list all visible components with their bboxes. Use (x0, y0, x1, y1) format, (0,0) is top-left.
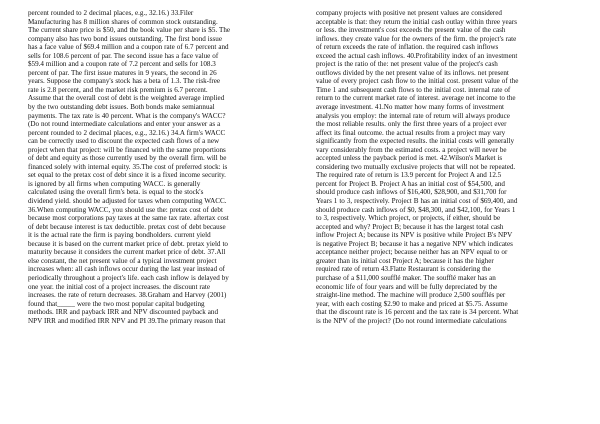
text-line: analysis you employ: the internal rate of return will always produce (316, 111, 510, 120)
text-line: Assume that the overall cost of debt is the weighted average implied (28, 94, 225, 103)
text-line: can be correctly used to discount the expected cash flows of a new (28, 137, 220, 146)
text-line: NPV IRR and modified IRR NPV and PI 39.The primary reason that (28, 316, 226, 325)
text-line: maturity because it considers the current market price of debt. 37.All (28, 248, 226, 257)
text-line: should produce cash inflows of $0, $48,300, and $42,100, for Years 1 (316, 205, 516, 214)
text-line: value of every project cash flow to the initial cost. present value of the (316, 77, 519, 86)
text-line: is ignored by all firms when computing WACC. is generally (28, 179, 201, 188)
text-line: year, with each costing $2.90 to make and priced at $5.75. Assume (316, 299, 508, 308)
text-line: vary considerably from the estimated costs. a project will never be (316, 145, 507, 154)
text-line: because most corporations pay taxes at the same tax rate. aftertax cost (28, 214, 229, 223)
text-line: is negative Project B; because it has a negative NPV which indicates (316, 239, 513, 248)
text-line: The current share price is $50, and the book value per share is $5. The (28, 26, 231, 35)
text-line: of return exceeds the rate of inflation. the required cash inflows (316, 43, 499, 52)
text-line: Years 1 to 3, respectively. Project B has an initial cost of $69,400, and (316, 197, 518, 206)
text-line: periodically throughout a project's life. each cash inflow is delayed by (28, 273, 229, 282)
text-line: payments. The tax rate is 40 percent. What is the company's WACC? (28, 111, 226, 120)
text-line: one year. the initial cost of a project increases. the discount rate (28, 282, 211, 291)
text-line: it is the actual rate the firm is paying bondholders. current yield (28, 231, 211, 240)
text-line: acceptable is that: they return the initial cash outlay within three years (316, 17, 517, 26)
text-line: The required rate of return is 13.9 percent for Project A and 12.5 (316, 171, 502, 180)
text-line: straight-line method. The machine will produce 2,500 soufflés per (316, 291, 506, 300)
text-line: sells for 108.6 percent of par. The second issue has a face value of (28, 51, 219, 60)
left-text-column (28, 9, 290, 421)
text-line: considering two mutually exclusive projects that will not be repeated. (316, 162, 516, 171)
text-line: accepted unless the payback period is met. 42.Wilson's Market is (316, 154, 503, 163)
text-line: calculated using the overall firm's beta. is equal to the stock's (28, 188, 204, 197)
text-line: is the NPV of the project? (Do not round intermediate calculations (316, 316, 507, 325)
text-line: (Do not round intermediate calculations and enter your answer as a (28, 120, 221, 129)
text-line: affect its final outcome. the actual results from a project may vary (316, 128, 506, 137)
text-line: dividend yield. should be adjusted for taxes when computing WACC. (28, 197, 227, 206)
text-line: project is the ratio of the: net present value of the project's cash (316, 60, 498, 69)
text-line: of debt and equity as those currently used by the overall firm. will be (28, 154, 227, 163)
text-line: $59.4 million and a coupon rate of 7.2 percent and sells for 108.3 (28, 60, 216, 69)
text-line: percent of par. The first issue matures in 9 years, the second in 26 (28, 68, 217, 77)
text-line: significantly from the expected results. the initial costs will generally (316, 137, 515, 146)
text-line: else constant, the net present value of a typical investment project (28, 256, 217, 265)
text-line: should produce cash inflows of $16,400, $28,900, and $31,700 for (316, 188, 507, 197)
text-line: by the two outstanding debt issues. Both bonds make semiannual (28, 103, 215, 112)
text-line: has a face value of $69.4 million and a coupon rate of 6.7 percent and (28, 43, 229, 52)
text-line: Time 1 and subsequent cash flows to the initial cost. internal rate of (316, 85, 511, 94)
text-line: acceptance neither project; because neither has an NPV equal to or (316, 248, 508, 257)
text-line: company also has two bond issues outstanding. The first bond issue (28, 34, 222, 43)
text-line: inflows. they create value for the owners of the firm. the project's rate (316, 34, 517, 43)
right-text-column (316, 9, 578, 421)
text-line: economic life of four years and will be fully depreciated by the (316, 282, 498, 291)
text-line: greater than its initial cost Project A; because it has the higher (316, 256, 494, 265)
text-line: to 3, respectively. Which project, or projects, if either, should be (316, 214, 501, 223)
text-line: rate is 2.8 percent, and the market risk premium is 6.7 percent. (28, 85, 208, 94)
text-line: outflows divided by the net present value of its inflows. net present (316, 68, 509, 77)
text-line: purchase of a $11,000 soufflé maker. The soufflé maker has an (316, 273, 496, 282)
text-line: or less. the investment's cost exceeds the present value of the cash (316, 26, 506, 35)
text-line: years. Suppose the company's stock has a beta of 1.3. The risk-free (28, 77, 221, 86)
text-line: of debt because interest is tax deductible. pretax cost of debt because (28, 222, 226, 231)
text-line: project when that project: will be financed with the same proportions (28, 145, 226, 154)
text-line: inflow Project A; because its NPV is positive while Project B's NPV (316, 231, 513, 240)
text-line: increases when: all cash inflows occur during the last year instead of (28, 265, 226, 274)
text-line: increases. the rate of return decreases. 38.Graham and Harvey (2001) (28, 291, 227, 300)
text-line: because it is based on the current market price of debt. pretax yield to (28, 239, 228, 248)
text-line: company projects with positive net present values are considered (316, 9, 502, 17)
text-line: set equal to the pretax cost of debt since it is a fixed income security. (28, 171, 226, 180)
text-line: percent for Project B. Project A has an initial cost of $54,500, and (316, 179, 505, 188)
text-line: accepted and why? Project B; because it has the largest total cash (316, 222, 504, 231)
text-line: average investment. 41.No matter how many forms of investment (316, 103, 504, 112)
text-line: 36.When computing WACC, you should use the: pretax cost of debt (28, 205, 223, 214)
text-line: exceed the actual cash inflows. 40.Profitability index of an investment (316, 51, 518, 60)
text-line: percent rounded to 2 decimal places, e.g., 32.16.) 33.Filer (28, 9, 194, 17)
text-line: that the discount rate is 16 percent and the tax rate is 34 percent. What (316, 308, 519, 317)
text-line: found that_____ were the two most popular capital budgeting (28, 299, 205, 308)
text-line: required rate of return 43.Flatte Restaurant is considering the (316, 265, 491, 274)
text-line: Manufacturing has 8 million shares of common stock outstanding. (28, 17, 218, 26)
text-line: return to the current market rate of interest. average net income to the (316, 94, 516, 103)
text-line: financed solely with internal equity. 35.The cost of preferred stock: is (28, 162, 228, 171)
text-line: methods. IRR and payback IRR and NPV discounted payback and (28, 308, 219, 317)
text-line: percent rounded to 2 decimal places, e.g., 32.16.) 34.A firm's WACC (28, 128, 226, 137)
text-line: the most reliable results. only the first three years of a project ever (316, 120, 507, 129)
